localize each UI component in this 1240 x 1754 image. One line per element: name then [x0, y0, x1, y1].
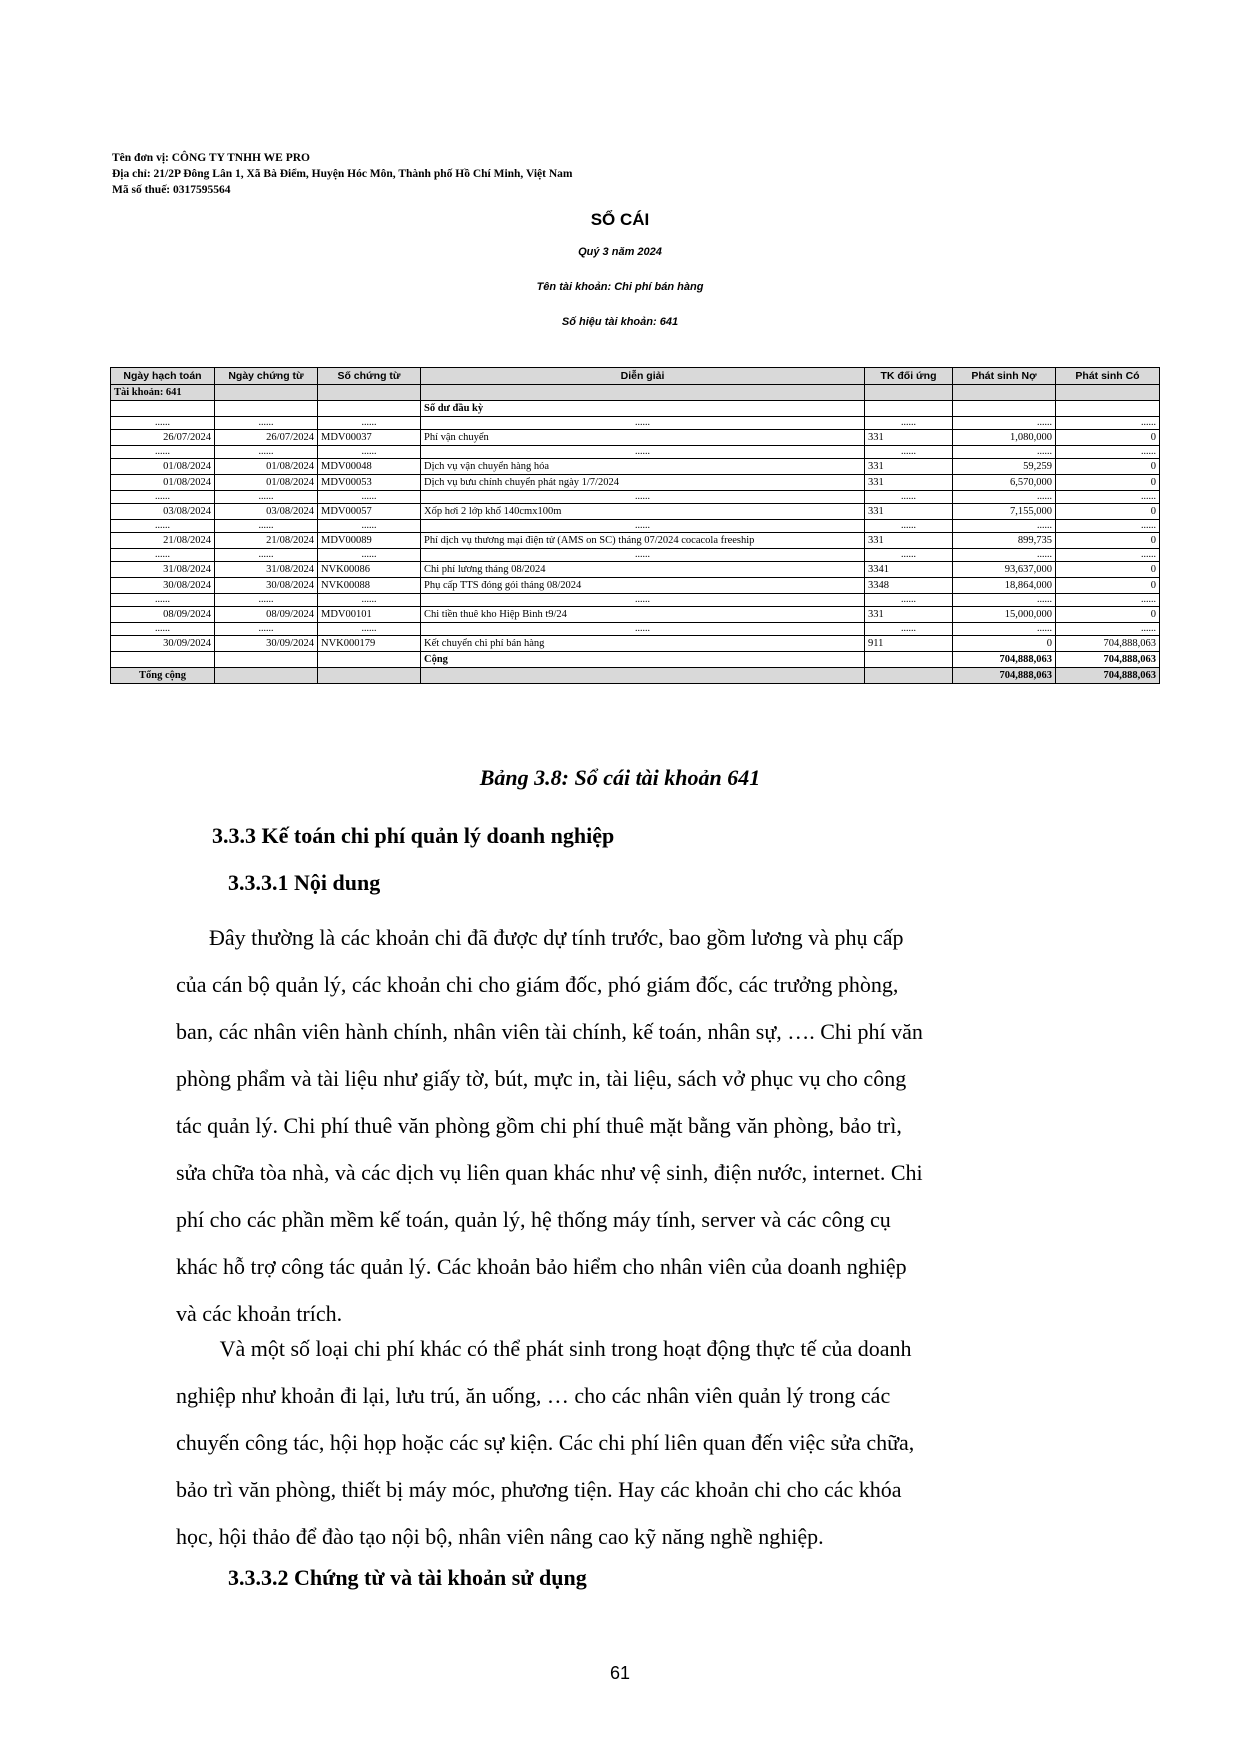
ellipsis-row	[111, 417, 1160, 430]
ellipsis-cell: ......	[318, 623, 421, 636]
description-cell: Chi tiền thuê kho Hiệp Bình t9/24	[421, 607, 865, 623]
table-cell	[421, 385, 865, 401]
company-address: Địa chỉ: 21/2P Đông Lân 1, Xã Bà Điểm, Huyện Hóc Môn, Thành phố Hồ Chí Minh, Việt Nam	[112, 168, 573, 180]
ellipsis-cell: ......	[215, 549, 318, 562]
ellipsis-cell: ......	[421, 549, 865, 562]
table-cell	[953, 385, 1056, 401]
doc-date-cell: 03/08/2024	[215, 504, 318, 520]
ellipsis-cell: ......	[318, 491, 421, 504]
table-cell	[421, 668, 865, 684]
table-cell	[865, 401, 953, 417]
ellipsis-cell: ......	[865, 594, 953, 607]
col-header-description: Diễn giải	[421, 368, 865, 385]
doc-date-cell: 01/08/2024	[215, 459, 318, 475]
account-row-label: Tài khoản: 641	[111, 385, 215, 401]
table-row	[111, 475, 1160, 491]
credit-cell: 0	[1056, 459, 1160, 475]
debit-cell: 0	[953, 636, 1056, 652]
ellipsis-cell: ......	[215, 520, 318, 533]
ledger-table	[110, 367, 1160, 684]
ellipsis-cell: ......	[1056, 623, 1160, 636]
contra-account-cell: 331	[865, 459, 953, 475]
ellipsis-cell: ......	[1056, 491, 1160, 504]
table-cell	[1056, 385, 1160, 401]
paragraph-2	[176, 1325, 1090, 1560]
ledger-title: SỔ CÁI	[590, 210, 650, 229]
section-heading: 3.3.3 Kế toán chi phí quản lý doanh nghiệp	[212, 823, 615, 848]
table-cell	[865, 385, 953, 401]
ellipsis-cell: ......	[421, 520, 865, 533]
debit-cell: 15,000,000	[953, 607, 1056, 623]
company-tax-code: Mã số thuế: 0317595564	[112, 184, 231, 196]
ellipsis-cell: ......	[421, 491, 865, 504]
doc-date-cell: 26/07/2024	[215, 430, 318, 446]
doc-date-cell: 08/09/2024	[215, 607, 318, 623]
contra-account-cell: 331	[865, 430, 953, 446]
col-header-posting-date: Ngày hạch toán	[111, 368, 215, 385]
col-header-doc-date: Ngày chứng từ	[215, 368, 318, 385]
table-row	[111, 636, 1160, 652]
ellipsis-cell: ......	[215, 446, 318, 459]
ellipsis-cell: ......	[421, 417, 865, 430]
ellipsis-cell: ......	[111, 520, 215, 533]
contra-account-cell: 911	[865, 636, 953, 652]
paragraph-line: bảo trì văn phòng, thiết bị máy móc, phương tiện. Hay các khoản chi cho các khóa	[176, 1477, 902, 1502]
table-cell	[953, 401, 1056, 417]
posting-date-cell: 30/08/2024	[111, 578, 215, 594]
ellipsis-cell: ......	[421, 594, 865, 607]
ellipsis-cell: ......	[215, 491, 318, 504]
paragraph-line: và các khoản trích.	[176, 1301, 343, 1326]
doc-date-cell: 31/08/2024	[215, 562, 318, 578]
table-cell	[215, 385, 318, 401]
company-info	[112, 150, 572, 198]
col-header-credit: Phát sinh Có	[1056, 368, 1160, 385]
col-header-doc-number: Số chứng từ	[318, 368, 421, 385]
ellipsis-cell: ......	[318, 446, 421, 459]
ellipsis-cell: ......	[318, 594, 421, 607]
credit-cell: 0	[1056, 607, 1160, 623]
description-cell: Phụ cấp TTS đóng gói tháng 08/2024	[421, 578, 865, 594]
table-cell	[1056, 401, 1160, 417]
ellipsis-cell: ......	[1056, 446, 1160, 459]
credit-cell: 0	[1056, 504, 1160, 520]
paragraph-line: của cán bộ quản lý, các khoản chi cho giám đốc, phó giám đốc, các trưởng phòng,	[176, 972, 899, 997]
ellipsis-row	[111, 594, 1160, 607]
posting-date-cell: 30/09/2024	[111, 636, 215, 652]
sum-debit: 704,888,063	[953, 652, 1056, 668]
ellipsis-cell: ......	[111, 417, 215, 430]
opening-balance-row	[111, 401, 1160, 417]
table-row	[111, 533, 1160, 549]
doc-number-cell: MDV00037	[318, 430, 421, 446]
table-cell	[865, 652, 953, 668]
posting-date-cell: 01/08/2024	[111, 475, 215, 491]
debit-cell: 1,080,000	[953, 430, 1056, 446]
doc-date-cell: 21/08/2024	[215, 533, 318, 549]
table-cell	[215, 652, 318, 668]
paragraph-line: phòng phẩm và tài liệu như giấy tờ, bút, mực in, tài liệu, sách vở phục vụ cho công	[176, 1066, 907, 1091]
ledger-account-name: Tên tài khoản: Chi phí bán hàng	[536, 281, 704, 293]
credit-cell: 0	[1056, 578, 1160, 594]
ellipsis-cell: ......	[421, 623, 865, 636]
ellipsis-cell: ......	[865, 520, 953, 533]
ellipsis-cell: ......	[215, 623, 318, 636]
contra-account-cell: 3341	[865, 562, 953, 578]
opening-balance-label: Số dư đầu kỳ	[421, 401, 865, 417]
table-row	[111, 607, 1160, 623]
ellipsis-cell: ......	[953, 446, 1056, 459]
credit-cell: 704,888,063	[1056, 636, 1160, 652]
table-row	[111, 562, 1160, 578]
table-cell	[318, 668, 421, 684]
description-cell: Phí dịch vụ thương mại điện tử (AMS on SC) tháng 07/2024 cocacola freeship	[421, 533, 865, 549]
sum-credit: 704,888,063	[1056, 652, 1160, 668]
ellipsis-row	[111, 520, 1160, 533]
doc-date-cell: 01/08/2024	[215, 475, 318, 491]
posting-date-cell: 08/09/2024	[111, 607, 215, 623]
table-cell	[318, 385, 421, 401]
ellipsis-cell: ......	[865, 491, 953, 504]
table-cell	[215, 401, 318, 417]
paragraph-line: ban, các nhân viên hành chính, nhân viên tài chính, kế toán, nhân sự, …. Chi phí văn	[176, 1019, 923, 1044]
table-cell	[111, 401, 215, 417]
total-label: Tổng cộng	[111, 668, 215, 684]
description-cell: Phí vận chuyển	[421, 430, 865, 446]
ellipsis-row	[111, 491, 1160, 504]
table-cell	[215, 668, 318, 684]
paragraph-line: học, hội thảo để đào tạo nội bộ, nhân viên nâng cao kỹ năng nghề nghiệp.	[176, 1524, 824, 1549]
paragraph-line: phí cho các phần mềm kế toán, quản lý, hệ thống máy tính, server và các công cụ	[176, 1207, 891, 1232]
contra-account-cell: 331	[865, 475, 953, 491]
ellipsis-cell: ......	[953, 491, 1056, 504]
paragraph-line: Và một số loại chi phí khác có thể phát sinh trong hoạt động thực tế của doanh	[176, 1336, 912, 1361]
posting-date-cell: 03/08/2024	[111, 504, 215, 520]
col-header-debit: Phát sinh Nợ	[953, 368, 1056, 385]
ellipsis-row	[111, 623, 1160, 636]
description-cell: Xốp hơi 2 lớp khổ 140cmx100m	[421, 504, 865, 520]
debit-cell: 93,637,000	[953, 562, 1056, 578]
debit-cell: 59,259	[953, 459, 1056, 475]
doc-number-cell: NVK00088	[318, 578, 421, 594]
ellipsis-cell: ......	[865, 417, 953, 430]
ledger-header-row	[111, 368, 1160, 385]
contra-account-cell: 3348	[865, 578, 953, 594]
doc-date-cell: 30/08/2024	[215, 578, 318, 594]
doc-number-cell: NVK00086	[318, 562, 421, 578]
posting-date-cell: 01/08/2024	[111, 459, 215, 475]
table-row	[111, 459, 1160, 475]
table-cell	[318, 652, 421, 668]
description-cell: Dịch vụ vận chuyển hàng hóa	[421, 459, 865, 475]
ellipsis-cell: ......	[1056, 520, 1160, 533]
ellipsis-cell: ......	[1056, 549, 1160, 562]
table-caption: Bảng 3.8: Sổ cái tài khoản 641	[479, 765, 761, 790]
table-row	[111, 430, 1160, 446]
credit-cell: 0	[1056, 430, 1160, 446]
doc-number-cell: NVK000179	[318, 636, 421, 652]
paragraph-line: sửa chữa tòa nhà, và các dịch vụ liên quan khác như vệ sinh, điện nước, internet. Chi	[176, 1160, 923, 1185]
credit-cell: 0	[1056, 533, 1160, 549]
ellipsis-cell: ......	[865, 549, 953, 562]
ellipsis-cell: ......	[953, 623, 1056, 636]
ellipsis-cell: ......	[111, 446, 215, 459]
debit-cell: 18,864,000	[953, 578, 1056, 594]
ellipsis-cell: ......	[953, 594, 1056, 607]
description-cell: Kết chuyển chi phí bán hàng	[421, 636, 865, 652]
doc-number-cell: MDV00089	[318, 533, 421, 549]
paragraph-1	[176, 914, 1090, 1337]
paragraph-line: chuyến công tác, hội họp hoặc các sự kiện. Các chi phí liên quan đến việc sửa chữa,	[176, 1430, 915, 1455]
ellipsis-row	[111, 549, 1160, 562]
ellipsis-cell: ......	[865, 446, 953, 459]
page-number: 61	[609, 1663, 631, 1683]
ellipsis-row	[111, 446, 1160, 459]
description-cell: Dịch vụ bưu chính chuyển phát ngày 1/7/2024	[421, 475, 865, 491]
table-row	[111, 504, 1160, 520]
doc-number-cell: MDV00053	[318, 475, 421, 491]
doc-date-cell: 30/09/2024	[215, 636, 318, 652]
ellipsis-cell: ......	[953, 520, 1056, 533]
posting-date-cell: 31/08/2024	[111, 562, 215, 578]
table-cell	[318, 401, 421, 417]
total-credit: 704,888,063	[1056, 668, 1160, 684]
ellipsis-cell: ......	[953, 549, 1056, 562]
credit-cell: 0	[1056, 562, 1160, 578]
subsection-heading-documents: 3.3.3.2 Chứng từ và tài khoản sử dụng	[228, 1565, 587, 1590]
company-name: Tên đơn vị: CÔNG TY TNHH WE PRO	[112, 152, 310, 164]
ellipsis-cell: ......	[111, 549, 215, 562]
subsection-heading-content: 3.3.3.1 Nội dung	[228, 870, 381, 895]
paragraph-line: nghiệp như khoản đi lại, lưu trú, ăn uống, … cho các nhân viên quản lý trong các	[176, 1383, 891, 1408]
total-debit: 704,888,063	[953, 668, 1056, 684]
contra-account-cell: 331	[865, 533, 953, 549]
table-row	[111, 578, 1160, 594]
doc-number-cell: MDV00048	[318, 459, 421, 475]
doc-number-cell: MDV00101	[318, 607, 421, 623]
sum-row	[111, 652, 1160, 668]
table-cell	[111, 652, 215, 668]
description-cell: Chi phí lương tháng 08/2024	[421, 562, 865, 578]
col-header-contra-account: TK đối ứng	[865, 368, 953, 385]
paragraph-line: Đây thường là các khoản chi đã được dự tính trước, bao gồm lương và phụ cấp	[176, 925, 904, 950]
ellipsis-cell: ......	[318, 549, 421, 562]
total-row	[111, 668, 1160, 684]
ellipsis-cell: ......	[318, 520, 421, 533]
posting-date-cell: 21/08/2024	[111, 533, 215, 549]
ellipsis-cell: ......	[111, 594, 215, 607]
paragraph-line: khác hỗ trợ công tác quản lý. Các khoản bảo hiểm cho nhân viên của doanh nghiệp	[176, 1254, 907, 1279]
debit-cell: 6,570,000	[953, 475, 1056, 491]
paragraph-line: tác quản lý. Chi phí thuê văn phòng gồm chi phí thuê mặt bằng văn phòng, bảo trì,	[176, 1113, 902, 1138]
ellipsis-cell: ......	[1056, 594, 1160, 607]
account-row	[111, 385, 1160, 401]
ledger-account-number: Số hiệu tài khoản: 641	[561, 316, 679, 328]
table-cell	[865, 668, 953, 684]
credit-cell: 0	[1056, 475, 1160, 491]
contra-account-cell: 331	[865, 504, 953, 520]
ellipsis-cell: ......	[1056, 417, 1160, 430]
ellipsis-cell: ......	[318, 417, 421, 430]
ellipsis-cell: ......	[215, 417, 318, 430]
ledger-period: Quý 3 năm 2024	[578, 246, 662, 258]
ellipsis-cell: ......	[111, 491, 215, 504]
debit-cell: 7,155,000	[953, 504, 1056, 520]
contra-account-cell: 331	[865, 607, 953, 623]
debit-cell: 899,735	[953, 533, 1056, 549]
ellipsis-cell: ......	[865, 623, 953, 636]
ellipsis-cell: ......	[953, 417, 1056, 430]
ellipsis-cell: ......	[111, 623, 215, 636]
ellipsis-cell: ......	[215, 594, 318, 607]
ellipsis-cell: ......	[421, 446, 865, 459]
sum-label: Cộng	[421, 652, 865, 668]
posting-date-cell: 26/07/2024	[111, 430, 215, 446]
doc-number-cell: MDV00057	[318, 504, 421, 520]
